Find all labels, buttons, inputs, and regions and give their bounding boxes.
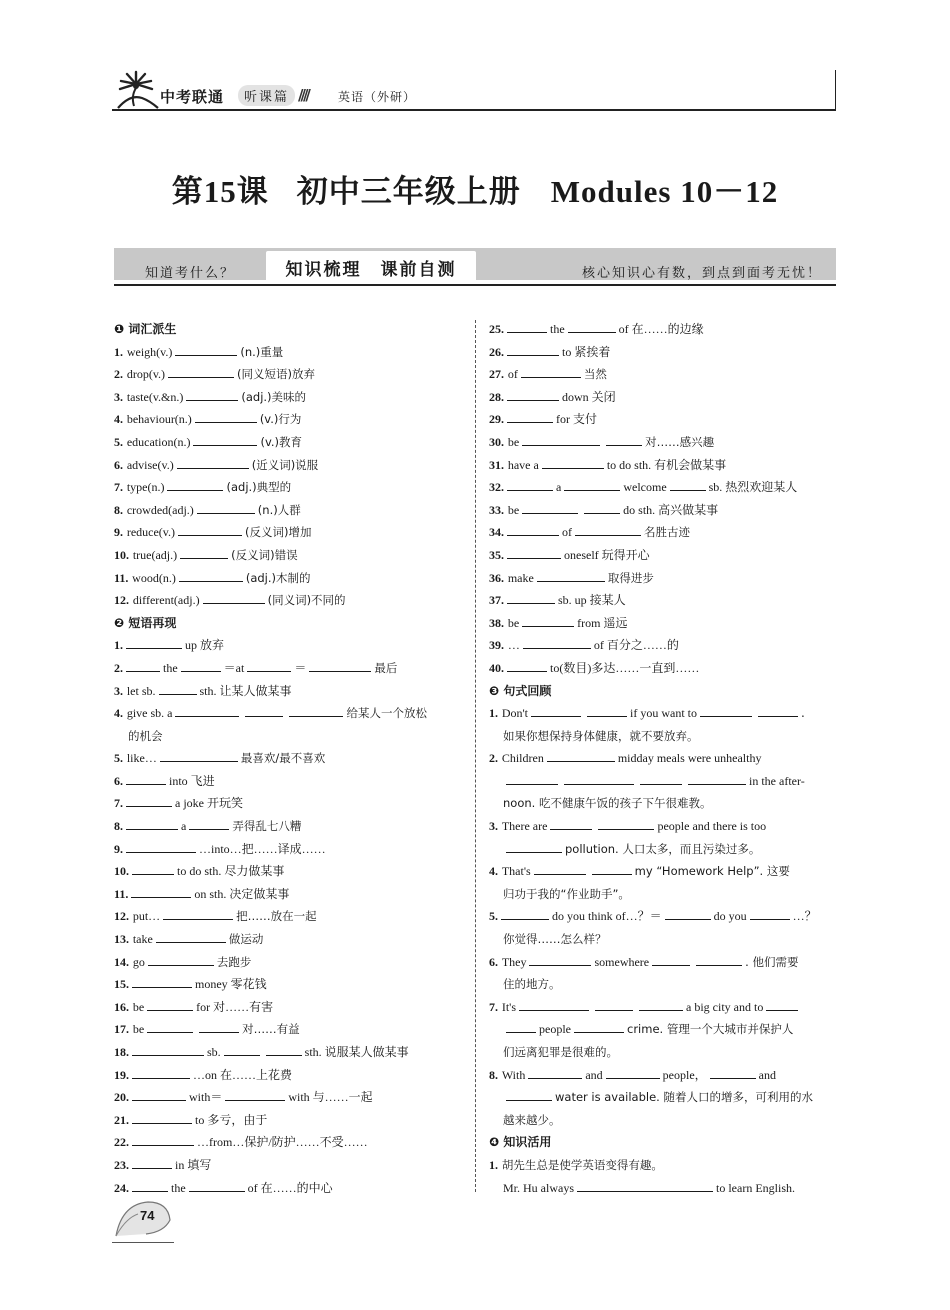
right-column	[489, 318, 837, 1199]
sentence-translation: 们远离犯罪是很难的。	[503, 1045, 618, 1059]
usage-answer-line: Mr. Hu always to learn English.	[489, 1177, 837, 1200]
sentence-line: water is available. 随着人口的增多，可利用的水	[489, 1086, 837, 1109]
phrase-item: 15. money 零花钱	[114, 973, 464, 996]
section-heading-vocab: ❶ 词汇派生	[114, 322, 177, 336]
phrase-item: 22. …from…保护/防护……不受……	[114, 1131, 464, 1154]
phrase-item: 9. …into…把……译成……	[114, 838, 464, 861]
title-prefix: 第	[171, 174, 204, 210]
logo-icon	[112, 68, 160, 112]
sentence-item: 5. do you think of…？＝ do you …？	[489, 905, 837, 928]
phrase-item: 19. …on 在……上花费	[114, 1064, 464, 1087]
phrase-item: 39. … of 百分之……的	[489, 634, 837, 657]
subject-label: 英语（外研）	[338, 90, 417, 104]
header-rule	[112, 109, 836, 111]
phrase-item: 30. be 对……感兴趣	[489, 431, 837, 454]
phrase-item: 34. of 名胜古迹	[489, 521, 837, 544]
phrase-item: 31. have a to do sth. 有机会做某事	[489, 454, 837, 477]
phrase-item: 18. sb. sth. 说服某人做某事	[114, 1041, 464, 1064]
vocab-item: 8. crowded(adj.) (n.)人群	[114, 499, 464, 522]
sentence-item: 8. With and people， and	[489, 1064, 837, 1087]
phrase-item: 12. put… 把……放在一起	[114, 905, 464, 928]
sentence-translation: 你觉得……怎么样？	[503, 932, 607, 947]
phrase-item: 1. up 放弃	[114, 634, 464, 657]
phrase-item: 24. the of 在……的中心	[114, 1177, 464, 1200]
vocab-item: 10. true(adj.) (反义词)错误	[114, 544, 464, 567]
sentence-translation: 归功于我的“作业助手”。	[503, 886, 630, 901]
phrase-item: 26. to 紧挨着	[489, 341, 837, 364]
phrase-item-continued: 的机会	[128, 728, 163, 743]
left-column	[114, 318, 464, 1199]
vocab-item: 3. taste(v.&n.) (adj.)美味的	[114, 386, 464, 409]
page-number: 74	[140, 1208, 155, 1223]
band-middle-text: 知识梳理 课前自测	[285, 260, 457, 280]
phrase-item: 2. the ＝at ＝ 最后	[114, 657, 464, 680]
phrase-item: 14. go 去跑步	[114, 951, 464, 974]
column-divider	[475, 320, 476, 1192]
section-heading-phrases: ❷ 短语再现	[114, 615, 177, 630]
sentence-translation: 越来越少。	[503, 1112, 561, 1127]
vocab-item: 1. weigh(v.) (n.)重量	[114, 341, 464, 364]
header-edge	[835, 70, 836, 111]
phrase-item: 13. take 做运动	[114, 928, 464, 951]
phrase-item: 28. down 关闭	[489, 386, 837, 409]
slash-decoration: ////	[298, 86, 308, 104]
sentence-line: in the after-	[489, 770, 837, 793]
phrase-item: 20. with＝ with 与……一起	[114, 1086, 464, 1109]
phrase-item: 3. let sb. sth. 让某人做某事	[114, 680, 464, 703]
brand-name: 中考联通	[160, 88, 225, 106]
phrase-item: 27. of 当然	[489, 363, 837, 386]
phrase-item: 29. for 支付	[489, 408, 837, 431]
band-rule	[114, 284, 836, 286]
phrase-item: 36. make 取得进步	[489, 567, 837, 590]
phrase-item: 11. on sth. 决定做某事	[114, 883, 464, 906]
band-right-text: 核心知识心有数，到点到面考无忧！	[581, 266, 822, 281]
vocab-item: 11. wood(n.) (adj.)木制的	[114, 567, 464, 590]
phrase-item: 16. be for 对……有害	[114, 996, 464, 1019]
vocab-item: 9. reduce(v.) (反义词)增加	[114, 521, 464, 544]
sentence-translation: noon. 吃不健康午饭的孩子下午很难教。	[503, 796, 712, 811]
phrase-item: 6. into 飞进	[114, 770, 464, 793]
vocab-item: 4. behaviour(n.) (v.)行为	[114, 408, 464, 431]
phrase-item: 7. a joke 开玩笑	[114, 792, 464, 815]
sentence-line: people crime. 管理一个大城市并保护人	[489, 1018, 837, 1041]
phrase-item: 17. be 对……有益	[114, 1018, 464, 1041]
sentence-item: 1. Don't if you want to .	[489, 702, 837, 725]
vocab-item: 5. education(n.) (v.)教育	[114, 431, 464, 454]
band-left-text: 知道考什么？	[145, 266, 236, 281]
phrase-item: 4. give sb. a 给某人一个放松	[114, 702, 464, 725]
usage-item: 1. 胡先生总是使学英语变得有趣。	[489, 1157, 663, 1172]
phrase-item: 25. the of 在……的边缘	[489, 318, 837, 341]
phrase-item: 33. be do sth. 高兴做某事	[489, 499, 837, 522]
vocab-item: 6. advise(v.) (近义词)说服	[114, 454, 464, 477]
section-badge: 听课篇	[238, 85, 295, 106]
sentence-translation: 住的地方。	[503, 977, 561, 992]
phrase-item: 8. a 弄得乱七八糟	[114, 815, 464, 838]
sentence-item: 3. There are people and there is too	[489, 815, 837, 838]
vocab-item: 12. different(adj.) (同义词)不同的	[114, 589, 464, 612]
sentence-item: 2. Children midday meals were unhealthy	[489, 747, 837, 770]
phrase-item: 37. sb. up 接某人	[489, 589, 837, 612]
lesson-number: 15	[203, 174, 237, 209]
phrase-item: 40. to(数目)多达……一直到……	[489, 657, 837, 680]
phrase-item: 10. to do sth. 尽力做某事	[114, 860, 464, 883]
vocab-item: 2. drop(v.) (同义短语)放弃	[114, 363, 464, 386]
sentence-translation: 如果你想保持身体健康，就不要放弃。	[503, 728, 699, 743]
section-heading-usage: ❹ 知识活用	[489, 1135, 552, 1150]
phrase-item: 21. to 多亏，由于	[114, 1109, 464, 1132]
sentence-item: 4. That's my “Homework Help”. 这要	[489, 860, 837, 883]
sentence-line: pollution. 人口太多，而且污染过多。	[489, 838, 837, 861]
vocab-item: 7. type(n.) (adj.)典型的	[114, 476, 464, 499]
footer-rule	[112, 1242, 174, 1243]
grade-title: 初中三年级上册	[296, 174, 521, 210]
phrase-item: 35. oneself 玩得开心	[489, 544, 837, 567]
phrase-item: 32. a welcome sb. 热烈欢迎某人	[489, 476, 837, 499]
title-suffix: 课	[236, 174, 269, 210]
modules-title: Modules 10－12	[550, 174, 779, 209]
phrase-item: 23. in 填写	[114, 1154, 464, 1177]
phrase-item: 5. like… 最喜欢/最不喜欢	[114, 747, 464, 770]
sentence-item: 7. It's a big city and to	[489, 996, 837, 1019]
sentence-item: 6. They somewhere . 他们需要	[489, 951, 837, 974]
phrase-item: 38. be from 遥远	[489, 612, 837, 635]
page-title	[0, 166, 950, 211]
section-heading-sentences: ❸ 句式回顾	[489, 683, 552, 698]
